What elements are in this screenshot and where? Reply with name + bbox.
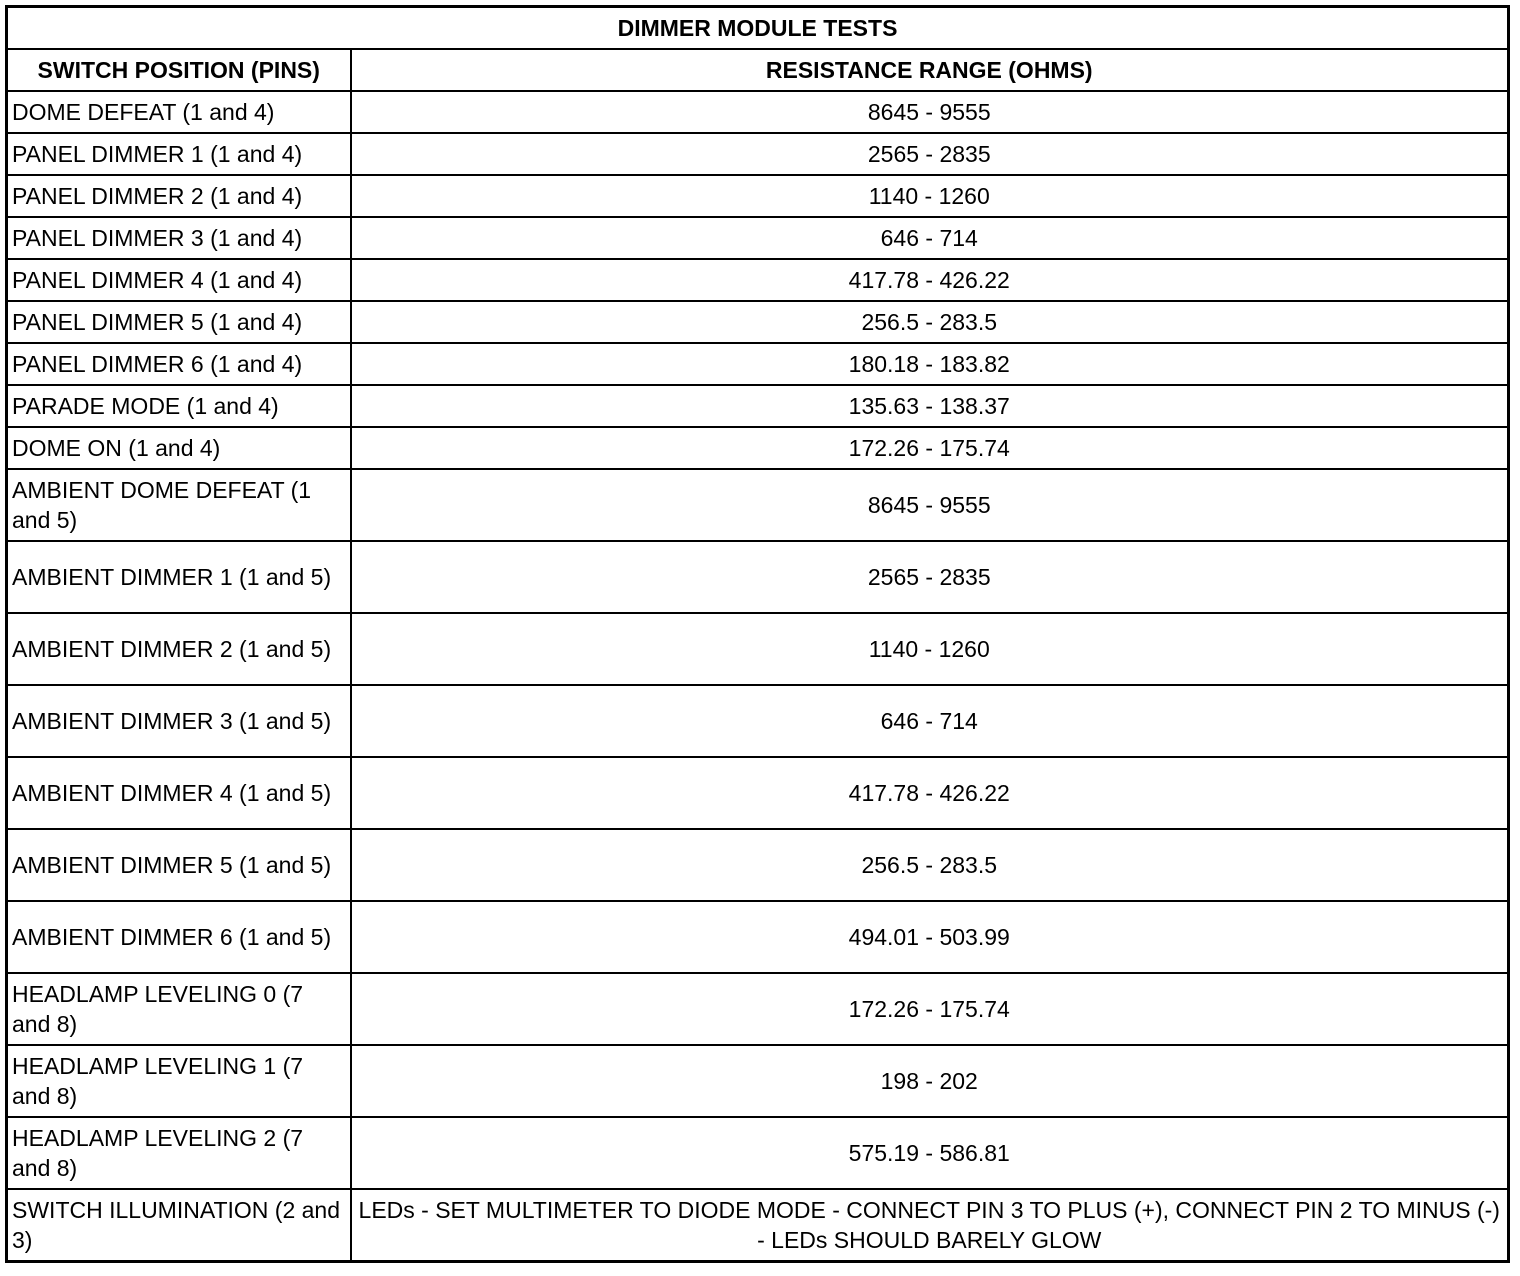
switch-position-cell: PANEL DIMMER 4 (1 and 4): [7, 259, 351, 301]
switch-position-cell: PANEL DIMMER 5 (1 and 4): [7, 301, 351, 343]
resistance-range-cell: 198 - 202: [351, 1045, 1509, 1117]
switch-position-cell: PANEL DIMMER 1 (1 and 4): [7, 133, 351, 175]
table-row: [7, 385, 1509, 427]
switch-position-cell: AMBIENT DIMMER 6 (1 and 5): [7, 901, 351, 973]
resistance-range-cell: 646 - 714: [351, 685, 1509, 757]
table-row: [7, 613, 1509, 685]
switch-position-cell: PANEL DIMMER 2 (1 and 4): [7, 175, 351, 217]
switch-position-cell: DOME ON (1 and 4): [7, 427, 351, 469]
switch-position-cell: AMBIENT DIMMER 4 (1 and 5): [7, 757, 351, 829]
switch-position-cell: SWITCH ILLUMINATION (2 and 3): [7, 1189, 351, 1262]
table-row: [7, 685, 1509, 757]
table-row: [7, 1117, 1509, 1189]
resistance-range-cell: 135.63 - 138.37: [351, 385, 1509, 427]
switch-position-cell: HEADLAMP LEVELING 2 (7 and 8): [7, 1117, 351, 1189]
switch-position-cell: PARADE MODE (1 and 4): [7, 385, 351, 427]
resistance-range-cell: LEDs - SET MULTIMETER TO DIODE MODE - CONNECT PIN 3 TO PLUS (+), CONNECT PIN 2 TO MINUS (-) - LEDs SHOULD BARELY GLOW: [351, 1189, 1509, 1262]
resistance-range-cell: 172.26 - 175.74: [351, 427, 1509, 469]
table-title-row: [7, 7, 1509, 50]
resistance-range-cell: 2565 - 2835: [351, 541, 1509, 613]
resistance-range-cell: 1140 - 1260: [351, 613, 1509, 685]
table-row: [7, 973, 1509, 1045]
table-row: [7, 541, 1509, 613]
table-row: [7, 829, 1509, 901]
table-header-row: [7, 49, 1509, 91]
switch-position-cell: DOME DEFEAT (1 and 4): [7, 91, 351, 133]
switch-position-cell: HEADLAMP LEVELING 0 (7 and 8): [7, 973, 351, 1045]
resistance-range-cell: 172.26 - 175.74: [351, 973, 1509, 1045]
table-row: [7, 343, 1509, 385]
switch-position-cell: AMBIENT DOME DEFEAT (1 and 5): [7, 469, 351, 541]
resistance-range-cell: 180.18 - 183.82: [351, 343, 1509, 385]
resistance-range-cell: 575.19 - 586.81: [351, 1117, 1509, 1189]
switch-position-cell: AMBIENT DIMMER 3 (1 and 5): [7, 685, 351, 757]
table-row: [7, 259, 1509, 301]
resistance-range-cell: 256.5 - 283.5: [351, 301, 1509, 343]
column-header-resistance-range: RESISTANCE RANGE (OHMS): [351, 49, 1509, 91]
resistance-range-cell: 8645 - 9555: [351, 91, 1509, 133]
table-row: [7, 901, 1509, 973]
table-row: [7, 133, 1509, 175]
table-row: [7, 1189, 1509, 1262]
table-title: DIMMER MODULE TESTS: [7, 7, 1509, 50]
column-header-switch-position: SWITCH POSITION (PINS): [7, 49, 351, 91]
switch-position-cell: AMBIENT DIMMER 2 (1 and 5): [7, 613, 351, 685]
switch-position-cell: PANEL DIMMER 6 (1 and 4): [7, 343, 351, 385]
resistance-range-cell: 1140 - 1260: [351, 175, 1509, 217]
document-sheet: [5, 5, 1507, 1263]
table-row: [7, 91, 1509, 133]
resistance-range-cell: 417.78 - 426.22: [351, 757, 1509, 829]
resistance-range-cell: 417.78 - 426.22: [351, 259, 1509, 301]
table-row: [7, 469, 1509, 541]
dimmer-module-tests-table: [5, 5, 1510, 1263]
switch-position-cell: PANEL DIMMER 3 (1 and 4): [7, 217, 351, 259]
table-row: [7, 175, 1509, 217]
switch-position-cell: AMBIENT DIMMER 5 (1 and 5): [7, 829, 351, 901]
resistance-range-cell: 494.01 - 503.99: [351, 901, 1509, 973]
resistance-range-cell: 646 - 714: [351, 217, 1509, 259]
resistance-range-cell: 8645 - 9555: [351, 469, 1509, 541]
table-row: [7, 217, 1509, 259]
resistance-range-cell: 2565 - 2835: [351, 133, 1509, 175]
table-row: [7, 301, 1509, 343]
table-row: [7, 427, 1509, 469]
table-row: [7, 1045, 1509, 1117]
switch-position-cell: AMBIENT DIMMER 1 (1 and 5): [7, 541, 351, 613]
table-row: [7, 757, 1509, 829]
switch-position-cell: HEADLAMP LEVELING 1 (7 and 8): [7, 1045, 351, 1117]
resistance-range-cell: 256.5 - 283.5: [351, 829, 1509, 901]
